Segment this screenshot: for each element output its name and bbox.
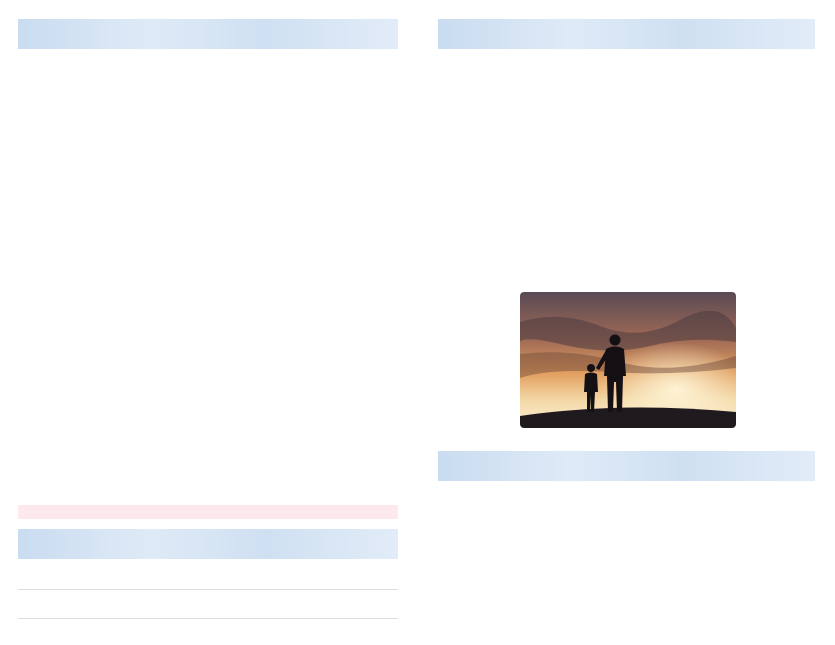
helpers-row-1	[18, 566, 398, 590]
silhouette-illustration	[520, 292, 736, 428]
sunset-silhouette-photo	[520, 292, 736, 428]
standing-note	[18, 505, 398, 519]
helpers-row-2	[18, 595, 398, 619]
helpers-banner	[18, 529, 398, 559]
worship-banner	[18, 19, 398, 49]
offering-banner	[438, 451, 815, 481]
word-banner	[438, 19, 815, 49]
offering-total	[700, 603, 810, 613]
